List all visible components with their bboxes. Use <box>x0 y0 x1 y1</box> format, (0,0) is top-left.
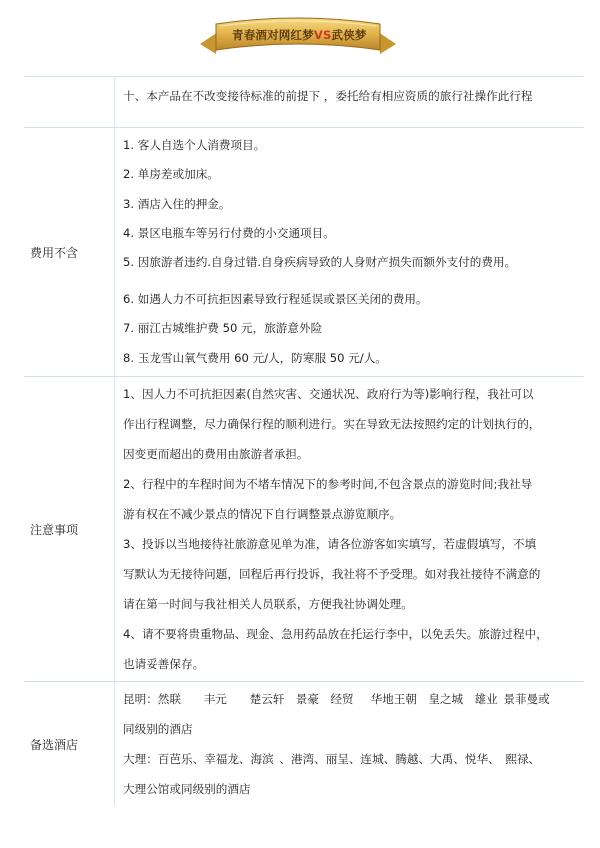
row-label-empty <box>24 77 115 128</box>
table-row-intro <box>24 77 584 128</box>
note-line: 写默认为无接待问题，回程后再行投诉，我社将不予受理。如对我社接待不满意的 <box>123 567 541 581</box>
note-line: 因变更而超出的费用由旅游者承担。 <box>123 447 309 461</box>
row-label-excluded: 费用不含 <box>24 128 115 377</box>
list-item: 5. 因旅游者违约.自身过错.自身疾病导致的人身财产损失而额外支付的费用。 <box>123 255 517 269</box>
list-item: 3. 酒店入住的押金。 <box>123 196 231 211</box>
table-row-hotels <box>24 682 584 807</box>
hotel-line: 同级别的酒店 <box>123 722 193 736</box>
note-line: 3、投诉以当地接待社旅游意见单为准，请各位游客如实填写，若虚假填写，不填 <box>123 537 537 551</box>
list-item: 8. 玉龙雪山氧气费用 60 元/人，防寒服 50 元/人。 <box>123 350 387 365</box>
hotel-line: 大理公馆或同级别的酒店 <box>123 782 251 796</box>
note-line: 作出行程调整，尽力确保行程的顺利进行。实在导致无法按照约定的计划执行的， <box>123 417 541 431</box>
list-item: 4. 景区电瓶车等另行付费的小交通项目。 <box>123 225 335 240</box>
spacer <box>123 277 584 285</box>
intro-line: 十、本产品在不改变接待标准的前提下 ，委托给有相应资质的旅行社操作此行程 <box>123 89 533 103</box>
header-banner <box>196 14 400 58</box>
table-row-excluded <box>24 128 584 377</box>
banner-title-end: 武侠梦 <box>331 28 367 42</box>
note-line: 4、请不要将贵重物品、现金、急用药品放在托运行李中，以免丢失。旅游过程中， <box>123 627 548 641</box>
hotel-line: 大理：百芭乐、幸福龙、海滨 、港湾、丽呈、连城、腾越、大禹、悦华、 熙禄、 <box>123 752 541 766</box>
hotel-line: 昆明：然联 丰元 楚云轩 景豪 经贸 华地王朝 皇之城 雄业 景菲曼或 <box>123 692 550 706</box>
list-item: 2. 单房差或加床。 <box>123 167 219 182</box>
list-item: 1. 客人自选个人消费项目。 <box>123 138 266 153</box>
note-line: 2、行程中的车程时间为不堵车情况下的参考时间,不包含景点的游览时间;我社导 <box>123 477 533 491</box>
row-label-notes: 注意事项 <box>24 377 115 682</box>
row-content-excluded <box>115 128 585 377</box>
note-line: 请在第一时间与我社相关人员联系，方便我社协调处理。 <box>123 597 413 611</box>
banner-title-vs: VS <box>313 28 332 42</box>
row-content-intro <box>115 77 585 128</box>
banner-title-main: 青春酒对网红梦 <box>232 28 314 42</box>
list-item: 7. 丽江古城维护费 50 元，旅游意外险 <box>123 321 323 336</box>
itinerary-table <box>24 76 584 806</box>
list-item: 6. 如遇人力不可抗拒因素导致行程延误或景区关闭的费用。 <box>123 292 428 307</box>
banner-title <box>232 27 367 43</box>
note-line: 1、因人力不可抗拒因素(自然灾害、交通状况、政府行为等)影响行程，我社可以 <box>123 387 534 401</box>
note-line: 也请妥善保存。 <box>123 657 205 671</box>
table-row-notes <box>24 377 584 682</box>
row-content-hotels <box>115 682 585 807</box>
note-line: 游有权在不减少景点的情况下自行调整景点游览顺序。 <box>123 507 402 521</box>
row-label-hotels: 备选酒店 <box>24 682 115 807</box>
row-content-notes <box>115 377 585 682</box>
